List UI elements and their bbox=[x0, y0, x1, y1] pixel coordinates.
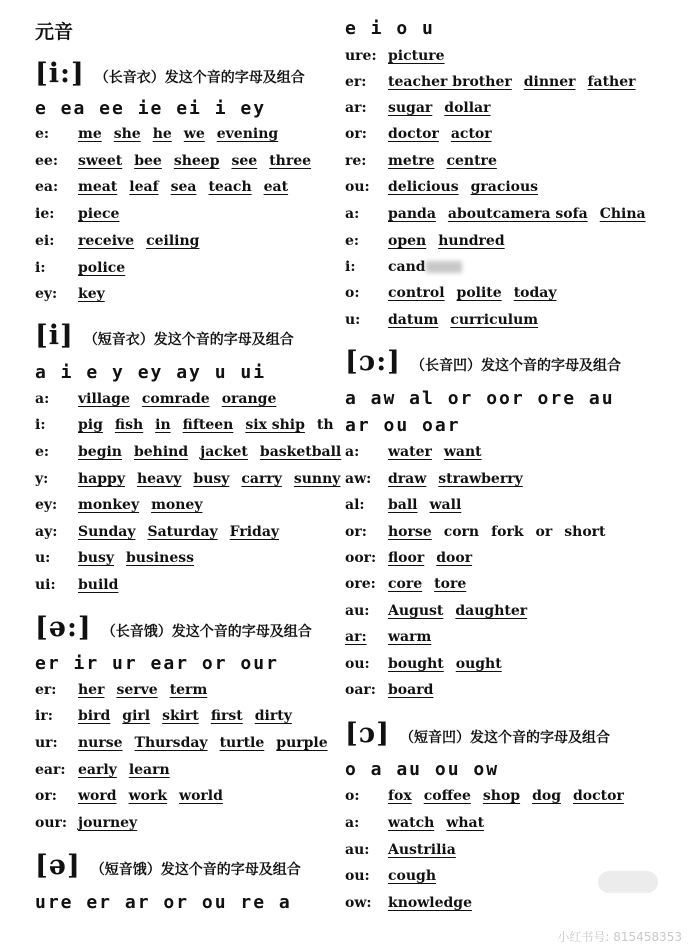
row-label: er: bbox=[35, 682, 57, 698]
section-description: （短音饿）发这个音的字母及组合 bbox=[90, 862, 301, 878]
example-row bbox=[35, 126, 290, 142]
row-label: a: bbox=[345, 206, 360, 222]
example-word: cough bbox=[388, 868, 437, 884]
example-word: key bbox=[78, 286, 105, 302]
example-row bbox=[345, 312, 550, 328]
example-row bbox=[35, 391, 288, 407]
example-row bbox=[35, 206, 131, 222]
example-row bbox=[35, 735, 340, 751]
row-label: ore: bbox=[345, 576, 376, 592]
example-word: open bbox=[388, 233, 427, 249]
example-word: jacket bbox=[200, 444, 248, 460]
example-word: me bbox=[78, 126, 102, 142]
row-label: ure: bbox=[345, 48, 377, 64]
row-label: ear: bbox=[35, 762, 66, 778]
example-word: turtle bbox=[219, 735, 265, 751]
watermark: 小红书号: 815458353 bbox=[557, 930, 682, 944]
example-row bbox=[35, 524, 291, 540]
example-word: corn bbox=[443, 524, 480, 540]
row-label: ow: bbox=[345, 895, 372, 911]
example-word: Friday bbox=[229, 524, 280, 540]
example-word: pig bbox=[78, 417, 103, 433]
example-word: heavy bbox=[136, 471, 182, 487]
example-row bbox=[345, 815, 496, 831]
section-heading-short-schwa bbox=[35, 850, 301, 881]
example-word: fork bbox=[491, 524, 524, 540]
example-word: nurse bbox=[78, 735, 123, 751]
example-word: actor bbox=[450, 126, 492, 142]
example-row bbox=[35, 417, 346, 433]
example-word: girl bbox=[122, 708, 151, 724]
example-word: Thursday bbox=[134, 735, 208, 751]
example-word: China bbox=[599, 206, 646, 222]
example-word: ball bbox=[388, 497, 418, 513]
row-label: ey: bbox=[35, 497, 58, 513]
example-word: coffee bbox=[423, 788, 471, 804]
example-row bbox=[35, 708, 304, 724]
row-label: e: bbox=[35, 444, 50, 460]
example-word: bird bbox=[78, 708, 111, 724]
example-word: what bbox=[446, 815, 485, 831]
example-word: he bbox=[152, 126, 172, 142]
example-word: th bbox=[316, 417, 334, 433]
example-row bbox=[345, 497, 473, 513]
example-row bbox=[345, 629, 443, 645]
example-word: see bbox=[231, 153, 258, 169]
row-label: ie: bbox=[35, 206, 55, 222]
example-word: piece bbox=[78, 206, 120, 222]
example-word: sweet bbox=[78, 153, 123, 169]
example-word: skirt bbox=[162, 708, 199, 724]
example-word: gracious bbox=[470, 179, 539, 195]
example-word: in bbox=[155, 417, 171, 433]
example-row bbox=[35, 471, 352, 487]
example-word: police bbox=[78, 260, 126, 276]
example-row bbox=[35, 682, 219, 698]
example-word: hundred bbox=[438, 233, 505, 249]
row-label: ea: bbox=[35, 179, 59, 195]
example-word: dirty bbox=[254, 708, 292, 724]
section-description: （长音衣）发这个音的字母及组合 bbox=[94, 70, 305, 86]
example-row bbox=[35, 762, 182, 778]
section-description: （长音凹）发这个音的字母及组合 bbox=[410, 358, 621, 374]
example-word: daughter bbox=[455, 603, 528, 619]
row-label: or: bbox=[345, 524, 367, 540]
example-row bbox=[345, 126, 504, 142]
example-word: six ship bbox=[245, 417, 305, 433]
example-word: sunny bbox=[293, 471, 341, 487]
example-word: core bbox=[388, 576, 423, 592]
row-label: oar: bbox=[345, 682, 376, 698]
example-row bbox=[35, 444, 353, 460]
example-word: comrade bbox=[141, 391, 210, 407]
example-row bbox=[35, 815, 149, 831]
row-label: a: bbox=[345, 815, 360, 831]
row-label: ou: bbox=[345, 656, 370, 672]
example-word: fish bbox=[114, 417, 144, 433]
example-word: bee bbox=[134, 153, 162, 169]
section-description: （短音衣）发这个音的字母及组合 bbox=[83, 332, 294, 348]
example-word: behind bbox=[133, 444, 189, 460]
example-word: word bbox=[78, 788, 117, 804]
letter-combinations: o a au ou ow bbox=[345, 759, 500, 780]
example-word: journey bbox=[78, 815, 138, 831]
example-word: leaf bbox=[129, 179, 159, 195]
letter-combinations-continued: e i o u bbox=[345, 18, 435, 39]
example-word: evening bbox=[216, 126, 279, 142]
example-word: draw bbox=[388, 471, 427, 487]
example-row bbox=[345, 74, 648, 90]
example-word: term bbox=[169, 682, 208, 698]
example-word: basketball bbox=[259, 444, 342, 460]
example-word: meat bbox=[78, 179, 118, 195]
row-label: u: bbox=[345, 312, 361, 328]
example-row bbox=[35, 286, 117, 302]
example-word: carry bbox=[241, 471, 282, 487]
example-row bbox=[345, 471, 535, 487]
example-word: eat bbox=[263, 179, 289, 195]
row-label: o: bbox=[345, 788, 360, 804]
row-label: ir: bbox=[35, 708, 53, 724]
example-row bbox=[35, 153, 323, 169]
example-word: horse bbox=[388, 524, 432, 540]
example-row bbox=[345, 576, 478, 592]
example-row bbox=[345, 682, 445, 698]
example-word: water bbox=[388, 444, 432, 460]
example-word: teacher brother bbox=[388, 74, 512, 90]
example-row bbox=[345, 868, 448, 884]
example-row bbox=[35, 233, 211, 249]
row-label: ar: bbox=[345, 629, 367, 645]
row-label: oor: bbox=[345, 550, 377, 566]
example-word: doctor bbox=[388, 126, 439, 142]
example-word: today bbox=[513, 285, 557, 301]
section-heading-short-i bbox=[35, 320, 294, 351]
example-word: fifteen bbox=[182, 417, 234, 433]
example-word: control bbox=[388, 285, 445, 301]
row-label: ou: bbox=[345, 868, 370, 884]
row-label: re: bbox=[345, 153, 367, 169]
example-word: dollar bbox=[444, 100, 491, 116]
example-word: world bbox=[179, 788, 223, 804]
example-word: money bbox=[151, 497, 203, 513]
example-row bbox=[35, 260, 137, 276]
example-word: father bbox=[587, 74, 636, 90]
example-row bbox=[345, 259, 462, 275]
example-word: work bbox=[128, 788, 168, 804]
row-label: ei: bbox=[35, 233, 55, 249]
example-row bbox=[35, 550, 206, 566]
example-word: ought bbox=[455, 656, 502, 672]
row-label: au: bbox=[345, 842, 370, 858]
row-label: i: bbox=[35, 417, 46, 433]
example-word: monkey bbox=[78, 497, 140, 513]
letter-combinations: e ea ee ie ei i ey bbox=[35, 98, 267, 119]
example-word: short bbox=[564, 524, 606, 540]
example-word: board bbox=[388, 682, 434, 698]
example-word: Sunday bbox=[78, 524, 136, 540]
example-row bbox=[345, 179, 550, 195]
example-word: metre bbox=[388, 153, 435, 169]
row-label: a: bbox=[345, 444, 360, 460]
example-word: centre bbox=[446, 153, 497, 169]
example-row bbox=[345, 153, 509, 169]
example-row bbox=[345, 206, 658, 222]
example-row bbox=[35, 497, 214, 513]
row-label: ay: bbox=[35, 524, 58, 540]
phonetic-symbol: [i:] bbox=[35, 58, 85, 89]
example-word: serve bbox=[116, 682, 158, 698]
example-word: dinner bbox=[523, 74, 576, 90]
example-word: sea bbox=[170, 179, 197, 195]
example-word: busy bbox=[78, 550, 114, 566]
example-row bbox=[345, 285, 569, 301]
example-word: fox bbox=[388, 788, 412, 804]
section-heading-long-o bbox=[345, 346, 621, 377]
example-row bbox=[345, 895, 484, 911]
section-description: （短音凹）发这个音的字母及组合 bbox=[400, 730, 610, 746]
page-title: 元音 bbox=[35, 21, 74, 43]
example-word: dog bbox=[532, 788, 561, 804]
example-word: orange bbox=[221, 391, 277, 407]
row-label: i: bbox=[35, 260, 46, 276]
example-word: bought bbox=[388, 656, 444, 672]
example-word: first bbox=[210, 708, 243, 724]
example-row bbox=[345, 444, 494, 460]
row-label: ur: bbox=[35, 735, 58, 751]
section-heading-short-o bbox=[345, 718, 610, 749]
example-word: her bbox=[78, 682, 105, 698]
example-word: tore bbox=[434, 576, 467, 592]
example-word: sheep bbox=[173, 153, 220, 169]
example-word: curriculum bbox=[450, 312, 539, 328]
example-word: we bbox=[183, 126, 205, 142]
letter-combinations: ar ou oar bbox=[345, 415, 461, 436]
example-word: sugar bbox=[388, 100, 433, 116]
row-label: i: bbox=[345, 259, 356, 275]
row-label: or: bbox=[345, 126, 367, 142]
example-word: floor bbox=[388, 550, 425, 566]
letter-combinations: er ir ur ear or our bbox=[35, 653, 279, 674]
example-word: aboutcamera sofa bbox=[447, 206, 588, 222]
row-label: our: bbox=[35, 815, 68, 831]
example-word: Saturday bbox=[147, 524, 218, 540]
example-row bbox=[345, 603, 539, 619]
example-word: picture bbox=[388, 48, 445, 64]
row-label: al: bbox=[345, 497, 365, 513]
blurred-region bbox=[426, 261, 462, 273]
phonetic-symbol: [i] bbox=[35, 320, 74, 351]
example-word: receive bbox=[78, 233, 135, 249]
phonetic-symbol: [ɔ:] bbox=[345, 346, 401, 377]
example-word: village bbox=[78, 391, 130, 407]
example-word: warm bbox=[388, 629, 432, 645]
example-word: build bbox=[78, 577, 119, 593]
example-word: doctor bbox=[573, 788, 624, 804]
row-label: ou: bbox=[345, 179, 370, 195]
row-label: aw: bbox=[345, 471, 372, 487]
example-row bbox=[35, 179, 300, 195]
example-row bbox=[35, 788, 235, 804]
example-word: busy bbox=[193, 471, 230, 487]
phonetic-symbol: [ə] bbox=[35, 850, 81, 881]
letter-combinations: a i e y ey ay u ui bbox=[35, 362, 267, 383]
example-row bbox=[345, 100, 503, 116]
section-heading-long-schwa bbox=[35, 612, 312, 643]
section-description: （长音饿）发这个音的字母及组合 bbox=[101, 624, 312, 640]
row-label: u: bbox=[35, 550, 51, 566]
example-word: shop bbox=[482, 788, 521, 804]
example-word: purple bbox=[276, 735, 328, 751]
row-label: au: bbox=[345, 603, 370, 619]
example-word: strawberry bbox=[438, 471, 523, 487]
watermark-logo bbox=[598, 871, 658, 893]
row-label: ee: bbox=[35, 153, 58, 169]
phonetic-symbol: [ə:] bbox=[35, 612, 92, 643]
row-label: or: bbox=[35, 788, 57, 804]
example-word: want bbox=[443, 444, 482, 460]
example-row bbox=[345, 656, 514, 672]
example-word: August bbox=[388, 603, 444, 619]
example-word: cand bbox=[388, 259, 426, 275]
row-label: ar: bbox=[345, 100, 367, 116]
row-label: y: bbox=[35, 471, 49, 487]
example-word: early bbox=[78, 762, 117, 778]
example-word: watch bbox=[388, 815, 435, 831]
example-row bbox=[35, 577, 130, 593]
example-word: wall bbox=[429, 497, 462, 513]
row-label: e: bbox=[35, 126, 50, 142]
row-label: ey: bbox=[35, 286, 58, 302]
example-row bbox=[345, 233, 517, 249]
section-heading-long-i bbox=[35, 58, 305, 89]
example-word: ceiling bbox=[146, 233, 200, 249]
example-word: knowledge bbox=[388, 895, 472, 911]
row-label: a: bbox=[35, 391, 50, 407]
example-word: begin bbox=[78, 444, 122, 460]
example-word: datum bbox=[388, 312, 439, 328]
example-row bbox=[345, 524, 618, 540]
example-word: business bbox=[125, 550, 195, 566]
example-word: learn bbox=[128, 762, 170, 778]
phonetic-symbol: [ɔ] bbox=[345, 718, 390, 749]
example-word: panda bbox=[388, 206, 436, 222]
example-word: delicious bbox=[388, 179, 459, 195]
example-row bbox=[345, 48, 457, 64]
row-label: o: bbox=[345, 285, 360, 301]
example-row bbox=[345, 550, 484, 566]
letter-combinations: a aw al or oor ore au bbox=[345, 388, 615, 409]
row-label: er: bbox=[345, 74, 367, 90]
example-word: happy bbox=[78, 471, 125, 487]
example-word: she bbox=[113, 126, 141, 142]
example-word: Austrilia bbox=[388, 842, 456, 858]
row-label: e: bbox=[345, 233, 360, 249]
example-word: three bbox=[269, 153, 312, 169]
row-label: ui: bbox=[35, 577, 56, 593]
example-row bbox=[345, 788, 636, 804]
example-word: teach bbox=[208, 179, 252, 195]
example-row bbox=[345, 842, 468, 858]
example-word: or bbox=[535, 524, 553, 540]
example-word: door bbox=[436, 550, 473, 566]
letter-combinations: ure er ar or ou re a bbox=[35, 892, 292, 913]
example-word: polite bbox=[456, 285, 502, 301]
